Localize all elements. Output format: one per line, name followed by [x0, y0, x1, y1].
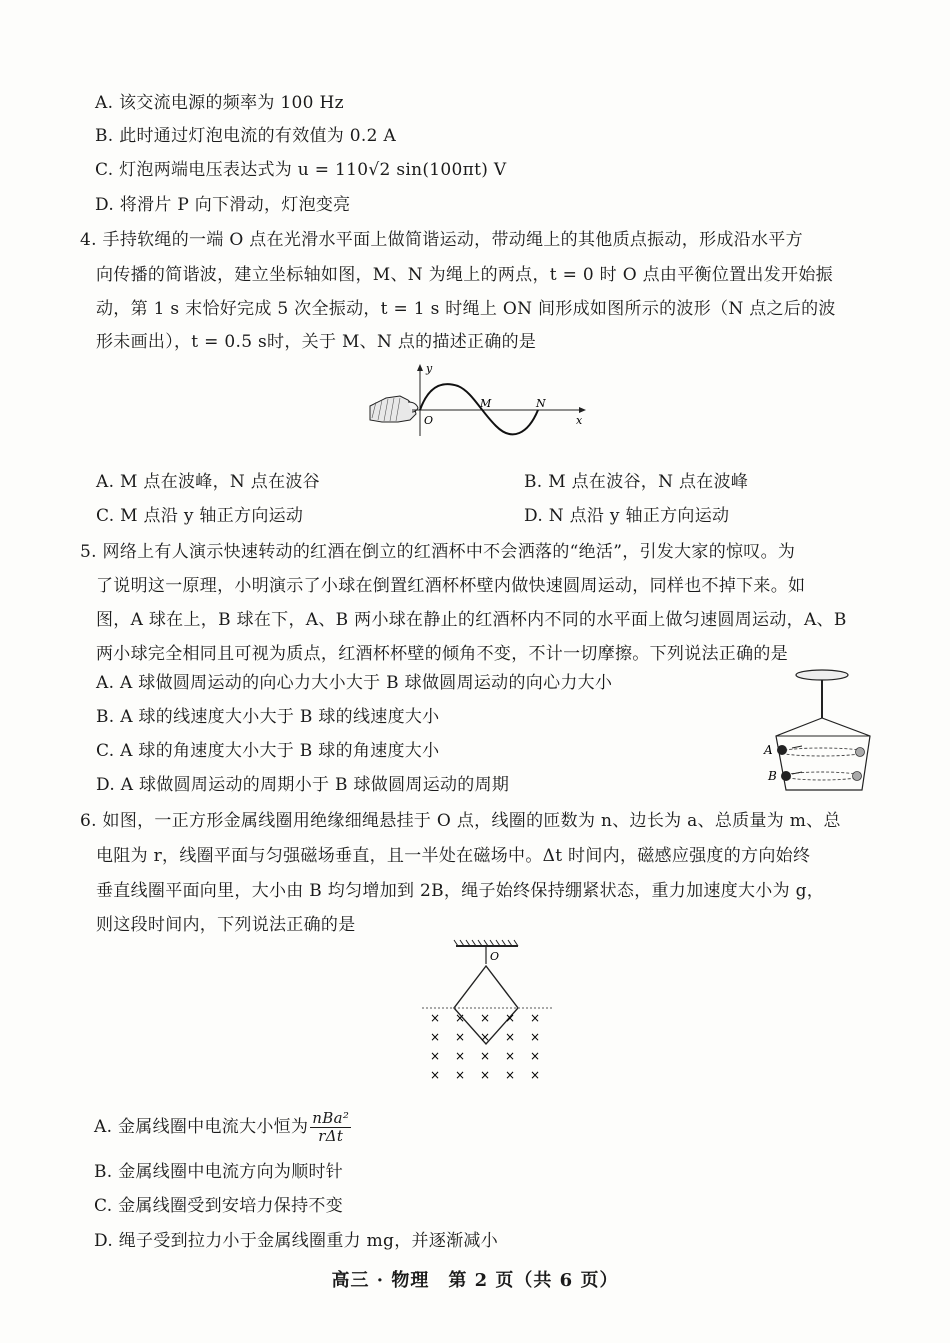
q4-wave-figure [368, 362, 588, 444]
q3-option-d: D. 将滑片 P 向下滑动，灯泡变亮 [95, 195, 351, 215]
q4-option-b: B. M 点在波谷，N 点在波峰 [524, 472, 749, 492]
field-cross: × [530, 1011, 541, 1025]
field-cross: × [480, 1049, 491, 1063]
q4-stem-line-4: 形未画出），t = 0.5 s时，关于 M、N 点的描述正确的是 [96, 332, 537, 352]
q6-option-b: B. 金属线圈中电流方向为顺时针 [94, 1162, 344, 1182]
field-cross: × [430, 1068, 441, 1082]
hand-illustration [370, 396, 418, 422]
glass-base [796, 670, 848, 680]
q4-stem-line-2: 向传播的简谐波，建立坐标轴如图，M、N 为绳上的两点，t = 0 时 O 点由平衡位置出发开始振 [96, 265, 833, 285]
q5-stem-line-4: 两小球完全相同且可视为质点，红酒杯杯壁的倾角不变，不计一切摩擦。下列说法正确的是 [96, 644, 788, 664]
magnetic-field-crosses [430, 1011, 540, 1082]
q5-stem-line-1: 5. 网络上有人演示快速转动的红酒在倒立的红酒杯中不会洒落的“绝活”，引发大家的惊叹。为 [80, 542, 796, 562]
field-cross: × [530, 1030, 541, 1044]
q6-stem-line-3: 垂直线圈平面向里，大小由 B 均匀增加到 2B，绳子始终保持绷紧状态，重力加速度大小为 g， [96, 881, 825, 901]
field-cross: × [430, 1011, 441, 1025]
field-cross: × [505, 1049, 516, 1063]
q5-option-b: B. A 球的线速度大小大于 B 球的线速度大小 [96, 707, 440, 727]
ball-b [781, 771, 791, 781]
q4-stem-line-1: 4. 手持软绳的一端 O 点在光滑水平面上做简谐运动，带动绳上的其他质点振动，形成沿水平方 [80, 230, 803, 250]
q6-option-a-fraction [310, 1110, 351, 1145]
field-cross: × [455, 1011, 466, 1025]
field-cross: × [430, 1049, 441, 1063]
fraction-denominator: rΔt [318, 1127, 344, 1145]
field-cross: × [505, 1011, 516, 1025]
label-ball-b: B [768, 769, 777, 783]
q6-option-c: C. 金属线圈受到安培力保持不变 [94, 1196, 344, 1216]
q4-option-d: D. N 点沿 y 轴正方向运动 [524, 506, 730, 526]
field-cross: × [480, 1011, 491, 1025]
q3-option-b: B. 此时通过灯泡电流的有效值为 0.2 A [95, 126, 397, 146]
label-y: y [426, 362, 433, 375]
q4-option-c: C. M 点沿 y 轴正方向运动 [96, 506, 304, 526]
label-ball-a: A [764, 743, 773, 757]
q6-option-a-text: A. 金属线圈中电流大小恒为 [94, 1117, 309, 1137]
q5-option-c: C. A 球的角速度大小大于 B 球的角速度大小 [96, 741, 440, 761]
q6-coil-figure [418, 938, 558, 1088]
label-o: O [424, 414, 434, 427]
fraction-numerator: nBa² [312, 1109, 350, 1127]
q6-stem-line-2: 电阻为 r，线圈平面与匀强磁场垂直，且一半处在磁场中。Δt 时间内，磁感应强度的方向始终 [96, 846, 811, 866]
ball-a [777, 745, 787, 755]
field-cross: × [530, 1049, 541, 1063]
q3-option-c: C. 灯泡两端电压表达式为 u = 110√2 sin(100πt) V [95, 160, 507, 180]
page-footer: 高三 · 物理 第 2 页（共 6 页） [331, 1270, 619, 1291]
field-cross: × [455, 1049, 466, 1063]
q6-stem-line-1: 6. 如图，一正方形金属线圈用绝缘细绳悬挂于 O 点，线圈的匝数为 n、边长为 a、总质量为 m、总 [80, 811, 841, 831]
q4-option-a: A. M 点在波峰，N 点在波谷 [96, 472, 320, 492]
q5-stem-line-3: 图，A 球在上，B 球在下，A、B 两小球在静止的红酒杯内不同的水平面上做匀速圆周运动，A、B [96, 610, 847, 630]
q5-stem-line-2: 了说明这一原理，小明演示了小球在倒置红酒杯杯壁内做快速圆周运动，同样也不掉下来。如 [96, 576, 806, 596]
field-cross: × [505, 1068, 516, 1082]
field-cross: × [480, 1030, 491, 1044]
q5-option-a: A. A 球做圆周运动的向心力大小大于 B 球做圆周运动的向心力大小 [96, 673, 613, 693]
q5-option-d: D. A 球做圆周运动的周期小于 B 球做圆周运动的周期 [96, 775, 510, 795]
orbit-a [780, 748, 864, 756]
label-m: M [480, 397, 492, 410]
q6-option-a [94, 1110, 351, 1145]
q3-option-a: A. 该交流电源的频率为 100 Hz [95, 93, 344, 113]
field-cross: × [480, 1068, 491, 1082]
q4-stem-line-3: 动，第 1 s 末恰好完成 5 次全振动，t = 1 s 时绳上 ON 间形成如图所示的波形（N 点之后的波 [96, 299, 836, 319]
q6-option-d: D. 绳子受到拉力小于金属线圈重力 mg，并逐渐减小 [94, 1231, 499, 1251]
field-cross: × [455, 1068, 466, 1082]
field-cross: × [530, 1068, 541, 1082]
label-x: x [576, 414, 583, 427]
label-o: O [490, 950, 500, 963]
label-n: N [536, 397, 546, 410]
field-cross: × [455, 1030, 466, 1044]
wave-curve [420, 384, 538, 434]
q5-wine-glass-figure [762, 666, 880, 806]
q6-stem-line-4: 则这段时间内，下列说法正确的是 [96, 915, 356, 935]
field-cross: × [430, 1030, 441, 1044]
field-cross: × [505, 1030, 516, 1044]
